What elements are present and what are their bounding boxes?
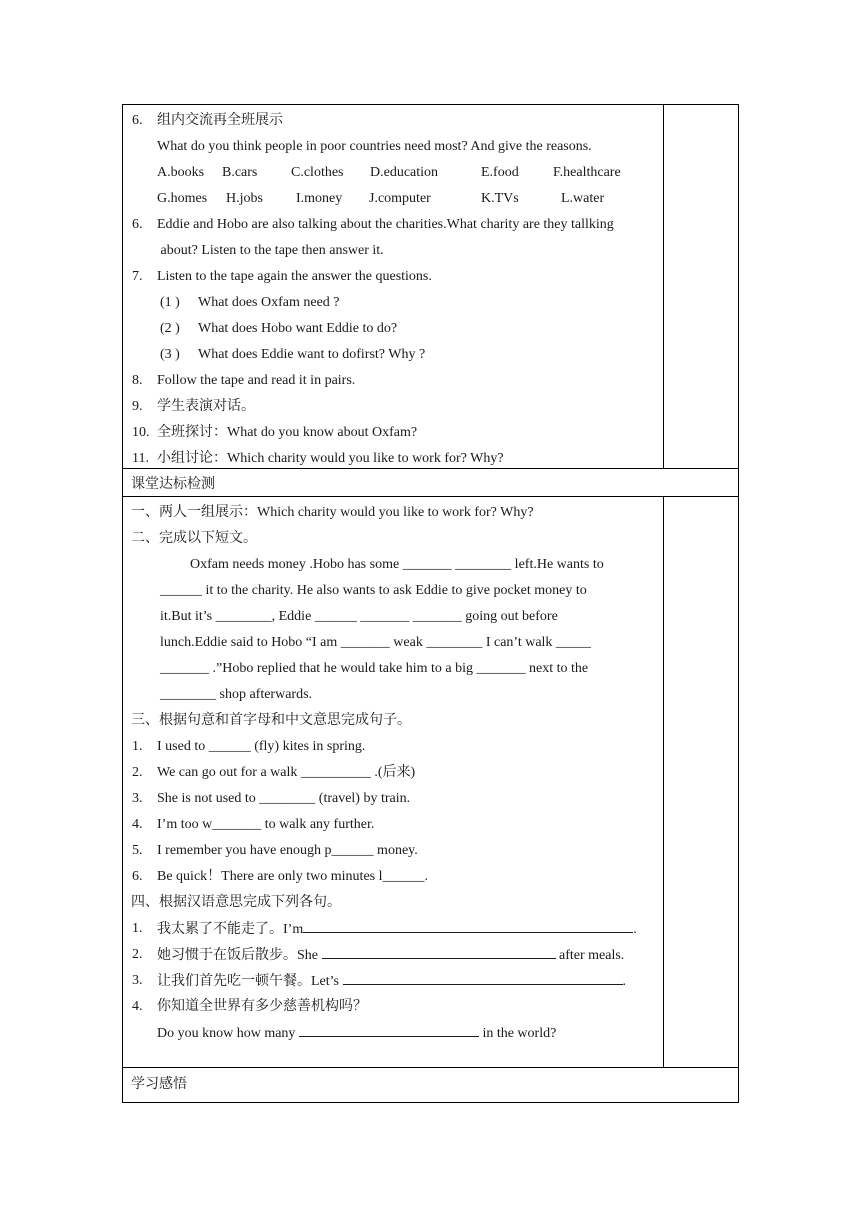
translation-sentence (157, 946, 624, 965)
option: H.jobs (226, 191, 263, 206)
passage-line: Oxfam needs money .Hobo has some _______ ________ left.He wants to (190, 557, 604, 572)
question-text: What does Oxfam need ? (198, 295, 340, 310)
part-four-title: 四、根据汉语意思完成下列各句。 (131, 895, 341, 910)
sentence-tail: in the world? (482, 1026, 557, 1041)
passage-line: it.But it’s ________, Eddie ______ _______ _______ going out before (160, 609, 558, 624)
row-divider-1 (122, 468, 739, 469)
translation-sentence (157, 1024, 556, 1043)
sentence-text: Do you know how many (157, 1026, 296, 1041)
item-text: 小组讨论：Which charity would you like to work for? Why? (157, 451, 504, 466)
item-number: 3. (132, 791, 143, 806)
passage-line: lunch.Eddie said to Hobo “I am _______ weak ________ I can’t walk _____ (160, 635, 591, 650)
option: I.money (296, 191, 343, 206)
item-number: 3. (132, 973, 143, 988)
item-number: 2. (132, 765, 143, 780)
item-number: 6. (132, 113, 143, 128)
row-divider-3 (122, 1067, 739, 1068)
item-number: 4. (132, 999, 143, 1014)
sentence-text: She is not used to ________ (travel) by train. (157, 791, 411, 806)
item-text: 全班探讨：What do you know about Oxfam? (157, 425, 418, 440)
section-header-assessment: 课堂达标检测 (131, 477, 215, 492)
column-divider-bottom (663, 496, 664, 1068)
answer-blank[interactable] (343, 972, 623, 985)
item-text: Eddie and Hobo are also talking about the charities.What charity are they tallking (157, 217, 614, 232)
sentence-text: 我太累了不能走了。I’m (157, 922, 304, 937)
item-number: 9. (132, 399, 143, 414)
option: L.water (561, 191, 605, 206)
item-number: 6. (132, 869, 143, 884)
question-number: (3 ) (160, 347, 180, 362)
table-border-top (122, 104, 739, 105)
item-text: What do you think people in poor countries need most? And give the reasons. (157, 139, 592, 154)
option: F.healthcare (553, 165, 621, 180)
question-number: (2 ) (160, 321, 180, 336)
item-text: Follow the tape and read it in pairs. (157, 373, 356, 388)
option: J.computer (369, 191, 431, 206)
sentence-tail: . (633, 922, 637, 937)
item-text: 学生表演对话。 (157, 399, 255, 414)
sentence-text: I remember you have enough p______ money. (157, 843, 418, 858)
option: E.food (481, 165, 519, 180)
option: G.homes (157, 191, 208, 206)
option: K.TVs (481, 191, 519, 206)
option: A.books (157, 165, 205, 180)
option: C.clothes (291, 165, 344, 180)
answer-blank[interactable] (299, 1024, 479, 1037)
item-number: 6. (132, 217, 143, 232)
row-divider-2 (122, 496, 739, 497)
sentence-text: I used to ______ (fly) kites in spring. (157, 739, 366, 754)
part-two-title: 二、完成以下短文。 (131, 531, 257, 546)
item-number: 1. (132, 921, 143, 936)
item-number: 11. (132, 451, 149, 466)
item-number: 2. (132, 947, 143, 962)
option: D.education (370, 165, 439, 180)
item-number: 1. (132, 739, 143, 754)
item-number: 8. (132, 373, 143, 388)
passage-line: _______ .”Hobo replied that he would take him to a big _______ next to the (160, 661, 589, 676)
column-divider-top (663, 104, 664, 469)
sentence-text: Be quick！There are only two minutes l______. (157, 869, 428, 884)
answer-blank[interactable] (303, 920, 633, 933)
translation-sentence (157, 920, 637, 939)
sentence-text: 你知道全世界有多少慈善机构吗？ (157, 999, 367, 1014)
item-text: Listen to the tape again the answer the questions. (157, 269, 432, 284)
question-text: What does Hobo want Eddie to do? (198, 321, 398, 336)
sentence-text: 她习惯于在饭后散步。She (157, 948, 318, 963)
sentence-text: I’m too w_______ to walk any further. (157, 817, 375, 832)
sentence-tail: . (622, 974, 626, 989)
sentence-tail: after meals. (559, 948, 625, 963)
translation-sentence (157, 972, 626, 991)
item-number: 7. (132, 269, 143, 284)
item-number: 10. (132, 425, 150, 440)
sentence-text: 让我们首先吃一顿午餐。Let’s (157, 974, 339, 989)
passage-line: ______ it to the charity. He also wants to ask Eddie to give pocket money to (160, 583, 587, 598)
section-header-reflection: 学习感悟 (131, 1077, 187, 1092)
question-number: (1 ) (160, 295, 180, 310)
sentence-text: We can go out for a walk __________ .(后来) (157, 765, 416, 780)
option: B.cars (222, 165, 258, 180)
item-text: 组内交流再全班展示 (157, 113, 283, 128)
passage-line: ________ shop afterwards. (160, 687, 313, 702)
item-number: 5. (132, 843, 143, 858)
item-number: 4. (132, 817, 143, 832)
table-border-right (738, 104, 739, 1103)
answer-blank[interactable] (322, 946, 556, 959)
table-border-bottom (122, 1102, 739, 1103)
part-three-title: 三、根据句意和首字母和中文意思完成句子。 (131, 713, 411, 728)
item-text: about? Listen to the tape then answer it. (157, 243, 384, 258)
part-one: 一、两人一组展示：Which charity would you like to work for? Why? (131, 505, 534, 520)
table-border-left (122, 104, 123, 1103)
question-text: What does Eddie want to dofirst? Why ? (198, 347, 426, 362)
